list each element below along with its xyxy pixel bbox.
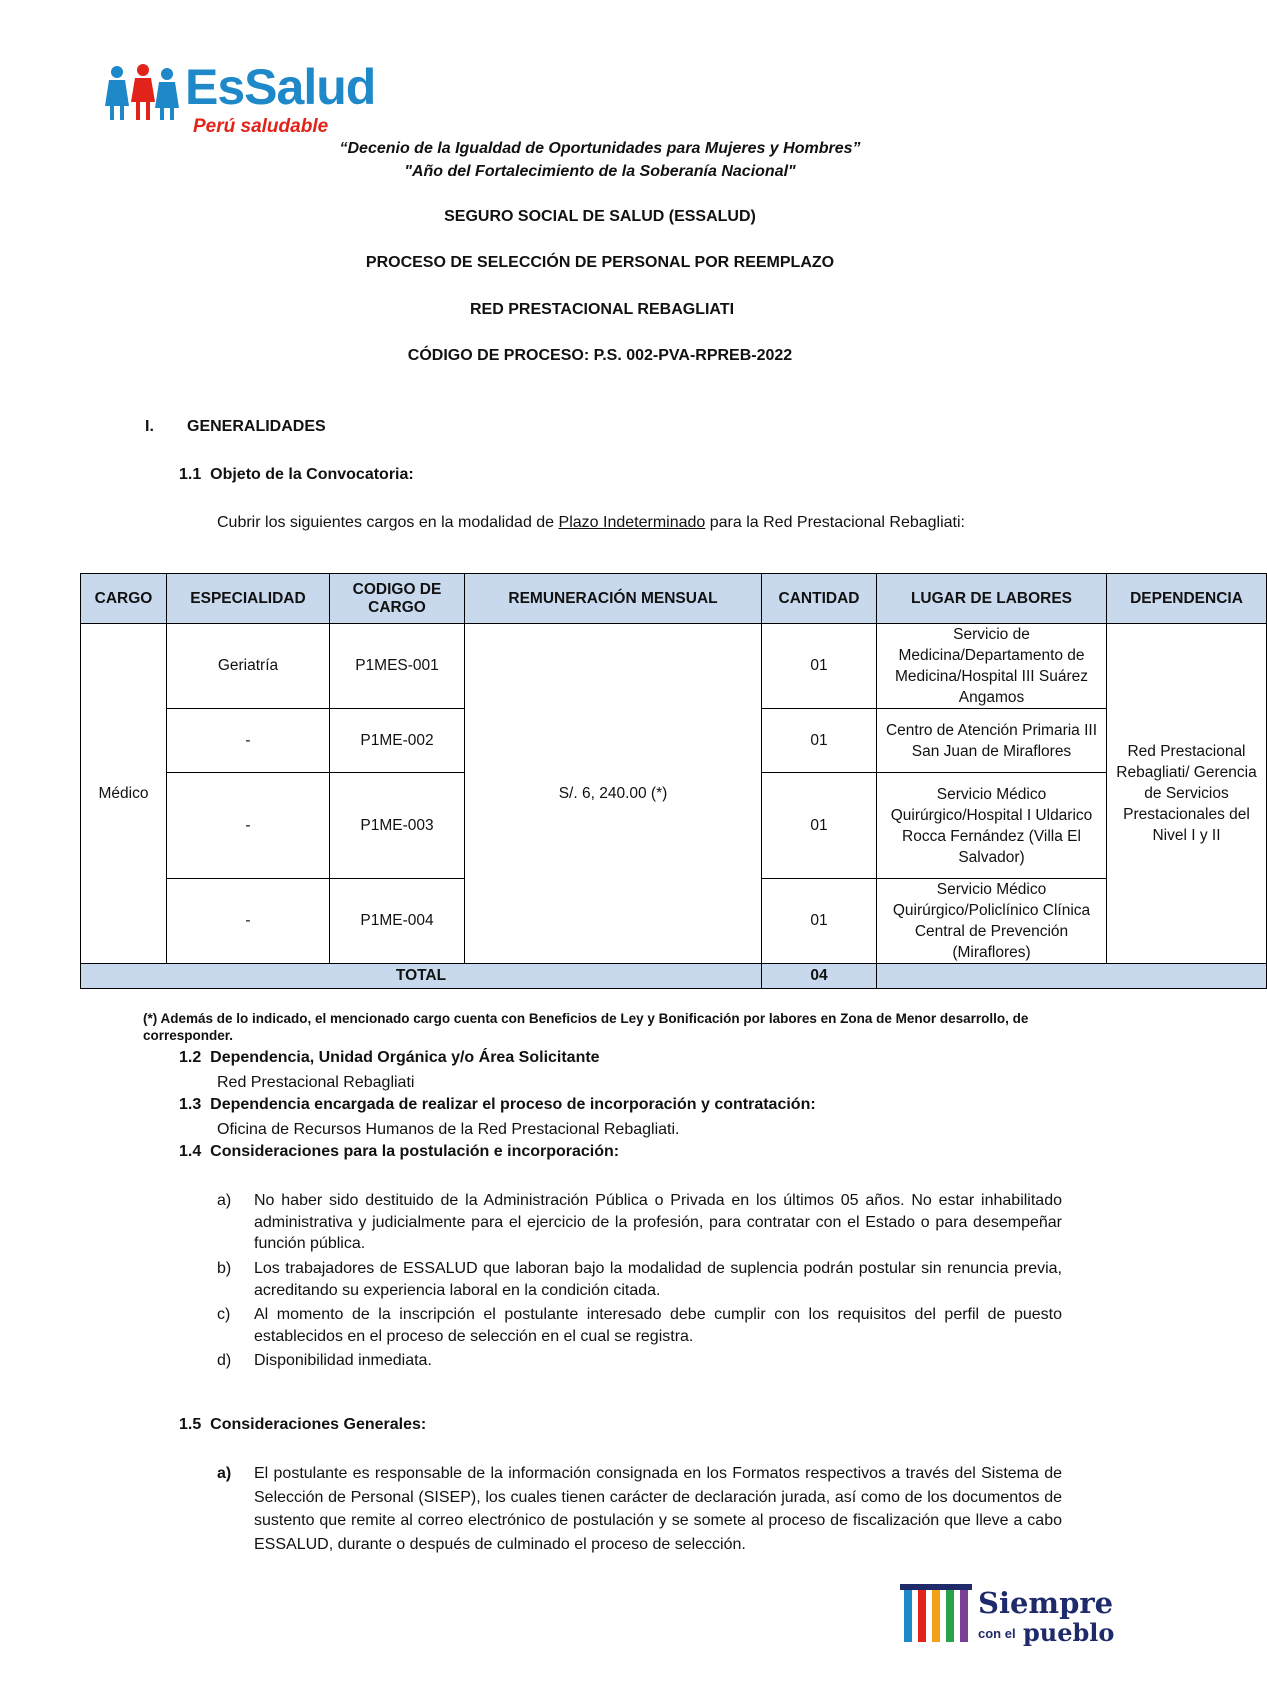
year-quote: "Año del Fortalecimiento de la Soberanía Nacional" (404, 163, 796, 180)
col-header-especialidad: ESPECIALIDAD (167, 574, 330, 624)
list-item-text: Al momento de la inscripción el postulante interesado debe cumplir con los requisitos del perfil de puesto establecidos en el proceso de selección en el cual se registra. (254, 1306, 1062, 1345)
col-header-dependencia: DEPENDENCIA (1107, 574, 1267, 624)
subsection-number: 1.2 (179, 1049, 202, 1066)
codigo-cell: P1ME-002 (330, 709, 465, 773)
subsection-title: Objeto de la Convocatoria: (210, 466, 414, 483)
section-number: I. (145, 418, 154, 435)
list-item-text: Disponibilidad inmediata. (254, 1352, 432, 1369)
codigo-cell: P1MES-001 (330, 624, 465, 709)
list-item (217, 1304, 1062, 1347)
objective-text-part: para la Red Prestacional Rebagliati: (705, 514, 965, 531)
section-heading (145, 418, 326, 436)
cantidad-cell: 01 (762, 879, 877, 964)
subsection-title: Consideraciones para la postulación e incorporación: (210, 1143, 620, 1160)
process-title: PROCESO DE SELECCIÓN DE PERSONAL POR REEMPLAZO (365, 254, 835, 271)
col-header-cargo: CARGO (81, 574, 167, 624)
logo-tagline: Perú saludable (193, 116, 329, 137)
process-code: CÓDIGO DE PROCESO: P.S. 002-PVA-RPREB-2022 (407, 347, 793, 364)
especialidad-cell: - (167, 709, 330, 773)
subsection-title: Consideraciones Generales: (210, 1416, 427, 1433)
positions-table (80, 573, 1267, 989)
subsection-1-4-heading (179, 1143, 619, 1161)
network-title: RED PRESTACIONAL REBAGLIATI (470, 301, 735, 318)
list-item (217, 1462, 1062, 1556)
list-item-label: a) (217, 1465, 232, 1482)
objective-modality: Plazo Indeterminado (558, 514, 706, 531)
siempre-con-el-pueblo-logo (900, 1582, 1115, 1650)
slogan-small: con el (978, 1626, 1016, 1641)
especialidad-cell: - (167, 879, 330, 964)
subsection-1-2-heading (179, 1049, 600, 1067)
list-item (217, 1190, 1062, 1255)
list-item-label: d) (217, 1352, 232, 1369)
list-item-label: b) (217, 1260, 232, 1277)
section-title: GENERALIDADES (187, 418, 326, 435)
col-header-remuneracion: REMUNERACIÓN MENSUAL (465, 574, 762, 624)
objective-text-part: Cubrir los siguientes cargos en la modalidad de (217, 514, 559, 531)
total-label: TOTAL (81, 964, 762, 989)
total-row (81, 964, 1267, 989)
codigo-cell: P1ME-003 (330, 773, 465, 879)
subsection-number: 1.1 (179, 466, 202, 483)
list-item-text: Los trabajadores de ESSALUD que laboran bajo la modalidad de suplencia podrán postular sin renuncia previa, acreditando su experiencia laboral en la condición citada. (254, 1260, 1062, 1299)
cantidad-cell: 01 (762, 624, 877, 709)
list-item-text: El postulante es responsable de la información consignada en los Formatos respectivos a través del Sistema de Selección de Personal (SISEP), los cuales tienen carácter de declaración jurada, así como de los documentos de sustento que remite al correo electrónico de postulación y se somete al proceso de fiscalización que lleve a cabo ESSALUD, durante o después de culminado el proceso de selección. (254, 1465, 1062, 1553)
slogan-main: Siempre (978, 1586, 1114, 1620)
subsection-1-3-heading (179, 1096, 816, 1114)
subsection-1-5-heading (179, 1416, 426, 1434)
subsection-number: 1.5 (179, 1416, 202, 1433)
col-header-lugar: LUGAR DE LABORES (877, 574, 1107, 624)
col-header-codigo: CODIGO DE CARGO (330, 574, 465, 624)
list-item-label: a) (217, 1192, 232, 1209)
list-item (217, 1350, 1062, 1372)
subsection-1-3-text: Oficina de Recursos Humanos de la Red Prestacional Rebagliati. (217, 1121, 680, 1138)
cantidad-cell: 01 (762, 709, 877, 773)
total-value: 04 (762, 964, 877, 989)
subsection-title: Dependencia encargada de realizar el proceso de incorporación y contratación: (210, 1096, 816, 1113)
subsection-1-2-text: Red Prestacional Rebagliati (217, 1074, 415, 1091)
remuneracion-cell: S/. 6, 240.00 (*) (465, 624, 762, 964)
list-item-label: c) (217, 1306, 231, 1323)
family-icon (103, 62, 183, 122)
list-item-text: No haber sido destituido de la Administración Pública o Privada en los últimos 05 años. No estar inhabilitado administrativa y judicialmente para el ejercicio de la profesión, para contratar con el Estado o para desempeñar función pública. (254, 1192, 1062, 1252)
subsection-title: Dependencia, Unidad Orgánica y/o Área Solicitante (210, 1049, 600, 1066)
lugar-cell: Servicio Médico Quirúrgico/Hospital I Uldarico Rocca Fernández (Villa El Salvador) (877, 773, 1107, 879)
cargo-cell: Médico (81, 624, 167, 964)
dependencia-cell: Red Prestacional Rebagliati/ Gerencia de Servicios Prestacionales del Nivel I y II (1107, 624, 1267, 964)
especialidad-cell: Geriatría (167, 624, 330, 709)
total-empty (877, 964, 1267, 989)
lugar-cell: Servicio de Medicina/Departamento de Medicina/Hospital III Suárez Angamos (877, 624, 1107, 709)
lugar-cell: Servicio Médico Quirúrgico/Policlínico Clínica Central de Prevención (Miraflores) (877, 879, 1107, 964)
logo-name: EsSalud (185, 59, 376, 115)
decade-quote: “Decenio de la Igualdad de Oportunidades para Mujeres y Hombres” (339, 140, 861, 157)
codigo-cell: P1ME-004 (330, 879, 465, 964)
subsection-number: 1.4 (179, 1143, 202, 1160)
keys-icon (900, 1582, 972, 1648)
essalud-logo (103, 58, 376, 148)
slogan-end: pueblo (1023, 1618, 1115, 1647)
org-title: SEGURO SOCIAL DE SALUD (ESSALUD) (444, 208, 756, 225)
lugar-cell: Centro de Atención Primaria III San Juan de Miraflores (877, 709, 1107, 773)
col-header-cantidad: CANTIDAD (762, 574, 877, 624)
cantidad-cell: 01 (762, 773, 877, 879)
especialidad-cell: - (167, 773, 330, 879)
subsection-number: 1.3 (179, 1096, 202, 1113)
list-item (217, 1258, 1062, 1301)
footnote: (*) Además de lo indicado, el mencionado cargo cuenta con Beneficios de Ley y Bonificación por labores en Zona de Menor desarrollo, de corresponder. (143, 1011, 1029, 1043)
objective-text (217, 512, 1077, 534)
table-row (81, 624, 1267, 709)
subsection-1-1-heading (179, 466, 414, 484)
